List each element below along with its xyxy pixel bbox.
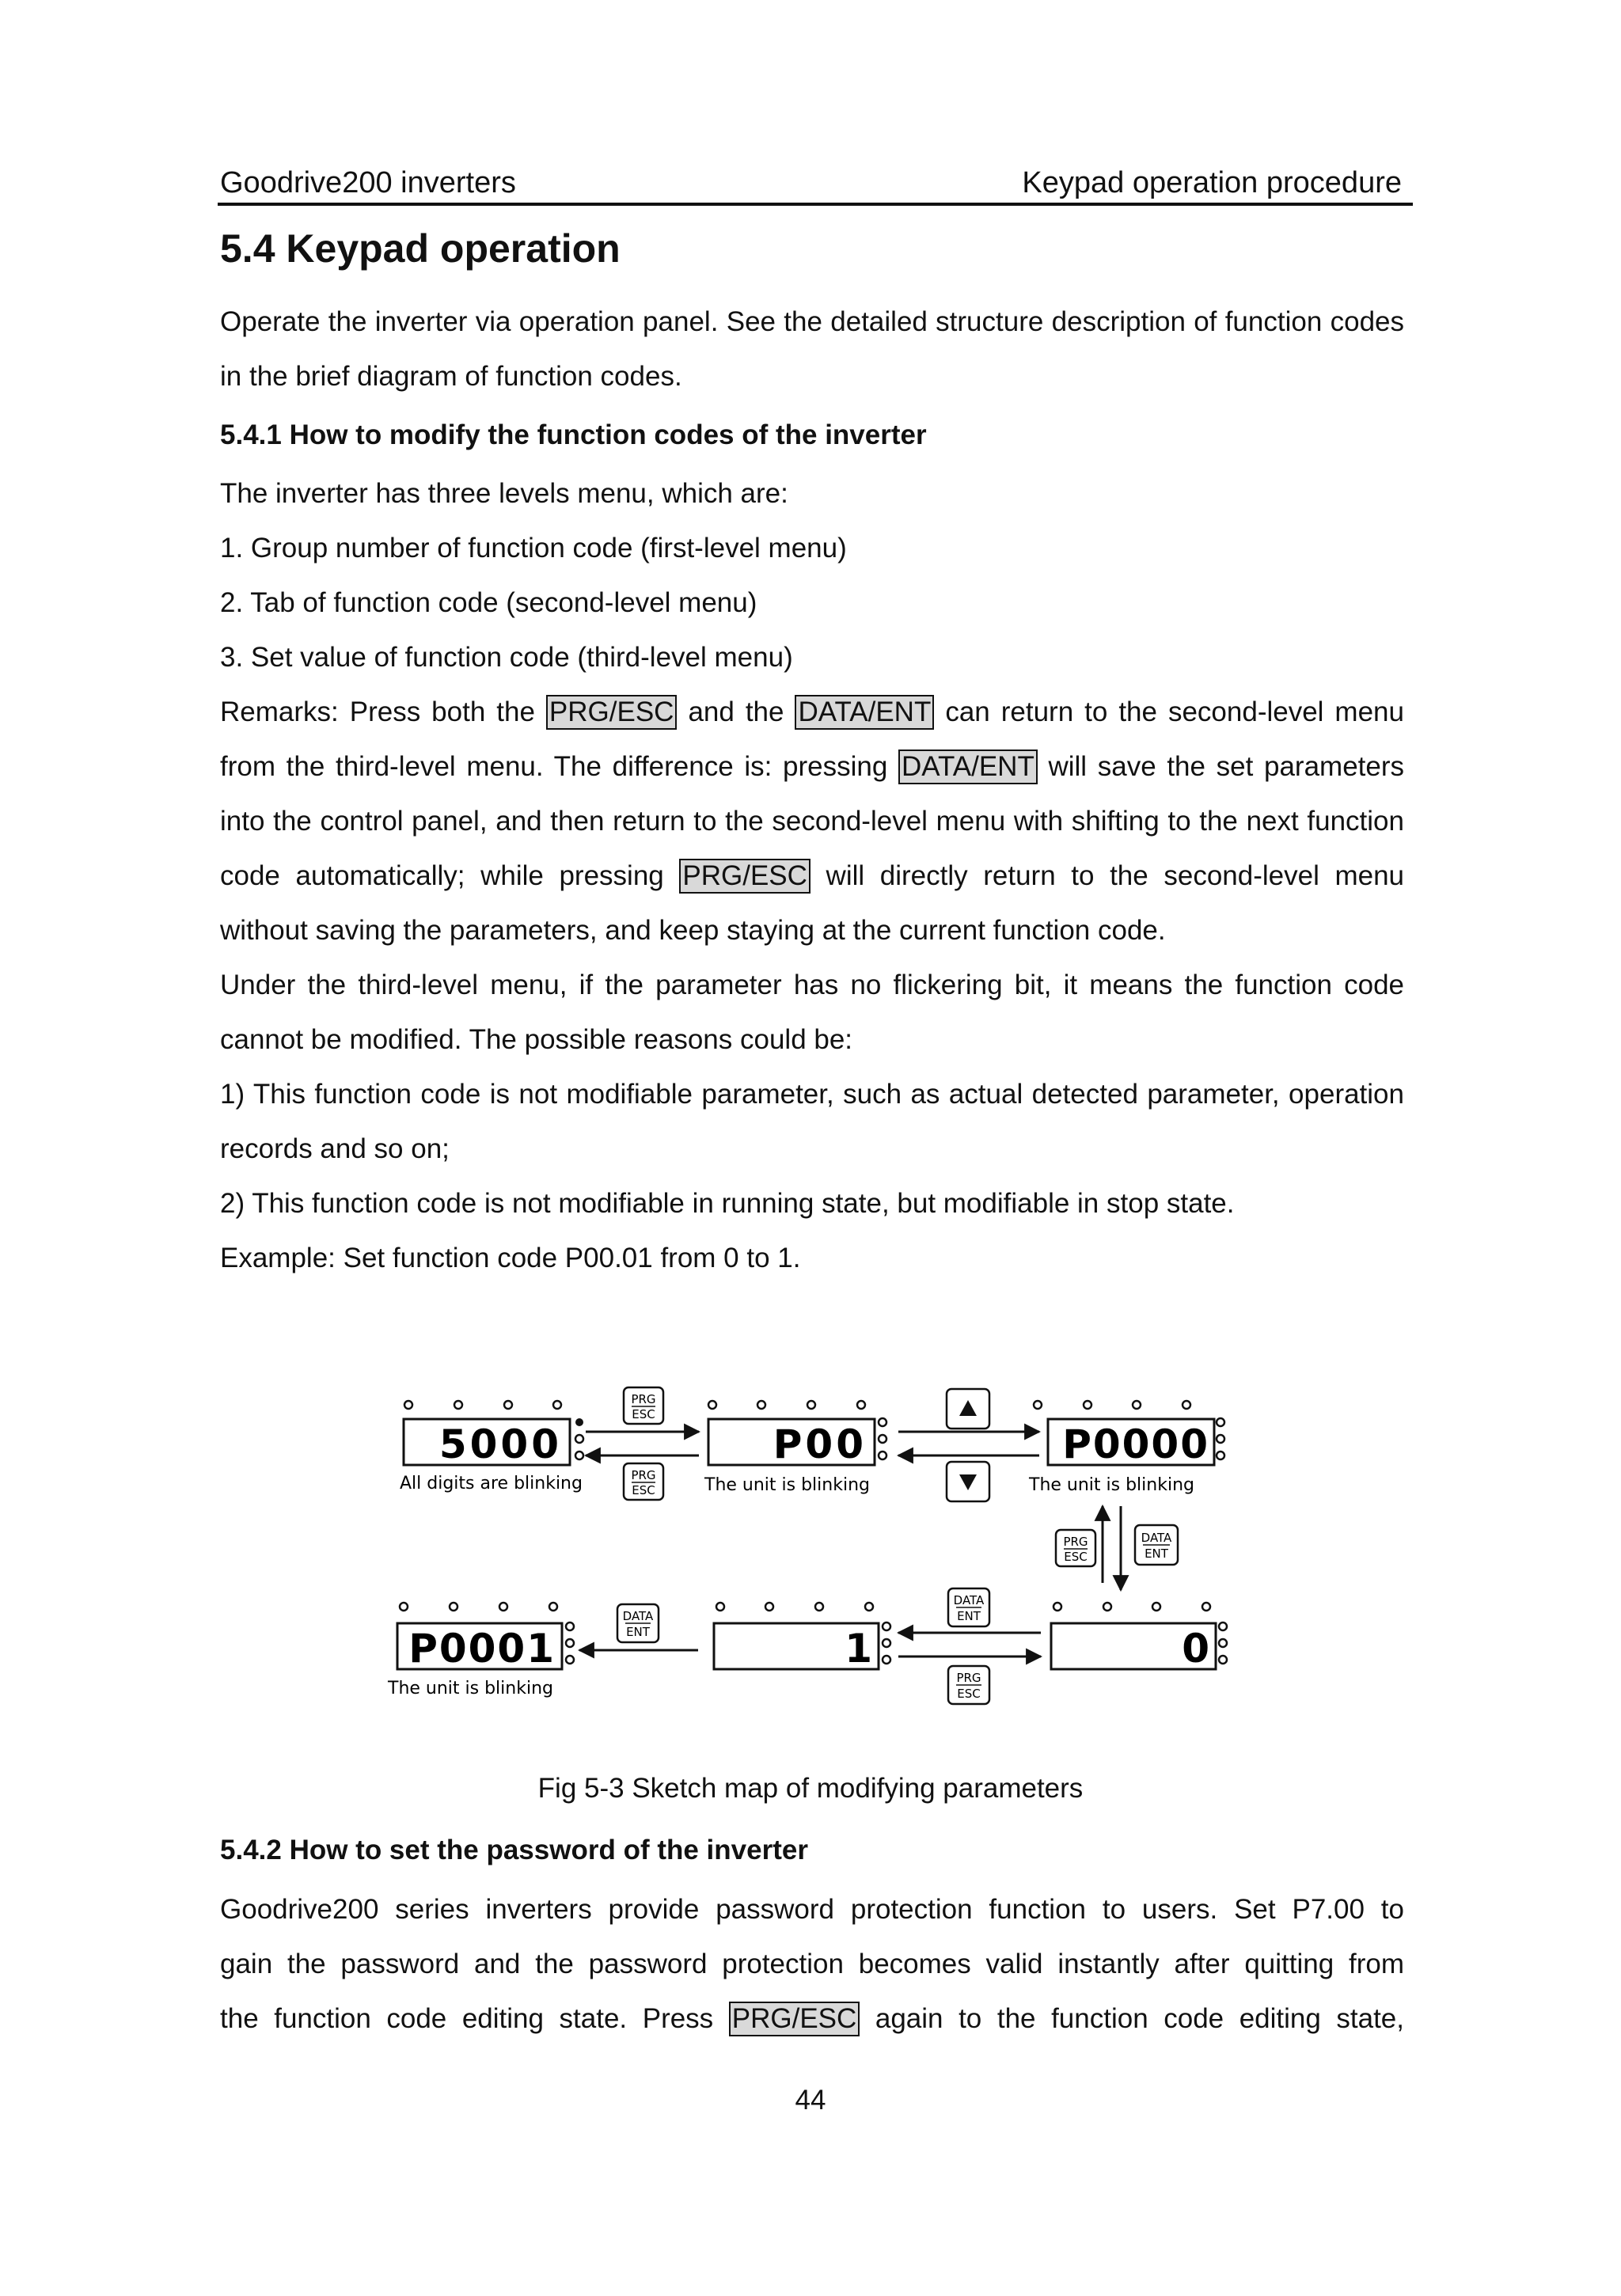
keypad-sketch-figure [372,1381,1251,1713]
data-ent-key: DATA/ENT [898,750,1038,784]
password-text: again to the function code editing state, [860,2003,1404,2034]
status-led [575,1418,583,1426]
svg-text:DATA: DATA [1141,1531,1172,1545]
svg-text:PRG: PRG [631,1468,656,1482]
svg-text:ESC: ESC [1064,1550,1088,1564]
page-number: 44 [795,2085,826,2116]
prg-esc-key: PRG/ESC [679,859,810,894]
password-line: gain the password and the password protection becomes valid instantly after quitting from [220,1949,1404,1979]
header-rule [218,203,1413,206]
display-readout: P0001 [408,1626,556,1672]
svg-text:DATA: DATA [622,1609,654,1623]
level-item: 3. Set value of function code (third-level menu) [220,642,793,673]
section-intro [220,294,1404,404]
display-readout: 5000 [438,1421,562,1467]
section-title: 5.4 Keypad operation [220,226,621,271]
password-line: Goodrive200 series inverters provide password protection function to users. Set P7.00 to [220,1894,1404,1925]
prg-esc-key: PRG/ESC [546,695,678,730]
remarks-text: will directly return to the second-level menu without saving the parameters, and keep staying at the current function code. [220,860,1405,946]
svg-text:ENT: ENT [957,1609,981,1623]
indicator-leds-top [404,1401,1190,1409]
svg-text:DATA: DATA [953,1593,985,1607]
figure-caption: Fig 5-3 Sketch map of modifying parameters [537,1773,1084,1804]
display-readout: P0000 [1062,1421,1209,1467]
svg-text:PRG: PRG [956,1671,981,1685]
remarks-text: can return to the second-level menu from the third-level menu. The difference is: pressing [220,696,1404,782]
down-key-icon [947,1462,989,1501]
svg-text:ENT: ENT [626,1625,650,1639]
display-readout: 1 [845,1626,872,1672]
data-ent-key-icon [1135,1525,1178,1565]
reason-item: 1) This function code is not modifiable parameter, such as actual detected parameter, operation records and so on; [220,1079,1404,1164]
third-level-paragraph: Under the third-level menu, if the parameter has no flickering bit, it means the function code cannot be modified. The possible reasons could be: [220,970,1404,1055]
intro-paragraph: Operate the inverter via operation panel. See the detailed structure description of function codes in the brief diagram of function codes. [220,306,1404,392]
prg-esc-key-icon [948,1666,989,1704]
blink-label: The unit is blinking [1029,1475,1194,1495]
up-key-icon [947,1389,989,1429]
keypad-sketch-svg [372,1381,1251,1713]
remarks-paragraph [220,685,1404,958]
prg-esc-key: PRG/ESC [729,2002,860,2036]
running-header-right: Keypad operation procedure [1022,166,1402,199]
display-readout: 0 [1182,1626,1209,1672]
prg-esc-key-icon [624,1463,663,1500]
running-header-left: Goodrive200 inverters [220,166,516,199]
level-item: 2. Tab of function code (second-level menu) [220,587,757,618]
subsection-1-body [220,466,1404,1285]
subsection-title-1: 5.4.1 How to modify the function codes of the inverter [220,419,927,450]
data-ent-key-icon [948,1588,989,1626]
password-text: the function code editing state. Press [220,2003,729,2034]
display-readout: P00 [773,1421,867,1467]
prg-esc-key-icon [1056,1530,1095,1566]
level-item: 1. Group number of function code (first-level menu) [220,533,847,564]
svg-text:ESC: ESC [632,1407,655,1421]
remarks-text: and the [677,696,795,727]
data-ent-key: DATA/ENT [795,695,934,730]
example-line: Example: Set function code P00.01 from 0 to 1. [220,1243,801,1273]
remarks-text: will save the set parameters into the control panel, and then return to the second-level menu with shifting to the next function code automatically; while pressing [220,751,1405,891]
svg-text:ENT: ENT [1145,1546,1168,1561]
svg-text:ESC: ESC [957,1687,981,1701]
blink-label: The unit is blinking [704,1475,870,1495]
subsection-title-2: 5.4.2 How to set the password of the inverter [220,1835,808,1865]
subsection-2-body [220,1882,1404,2046]
password-line [220,1991,1404,2046]
blink-label: All digits are blinking [400,1474,583,1493]
blink-label: The unit is blinking [388,1679,553,1698]
svg-text:ESC: ESC [632,1483,655,1497]
prg-esc-key-icon [624,1387,663,1424]
reason-item: 2) This function code is not modifiable in running state, but modifiable in stop state. [220,1188,1235,1219]
svg-text:PRG: PRG [1063,1535,1088,1549]
data-ent-key-icon [617,1604,659,1642]
levels-lead: The inverter has three levels menu, which are: [220,478,788,509]
svg-text:PRG: PRG [631,1392,656,1406]
remarks-text: Remarks: Press both the [220,696,546,727]
